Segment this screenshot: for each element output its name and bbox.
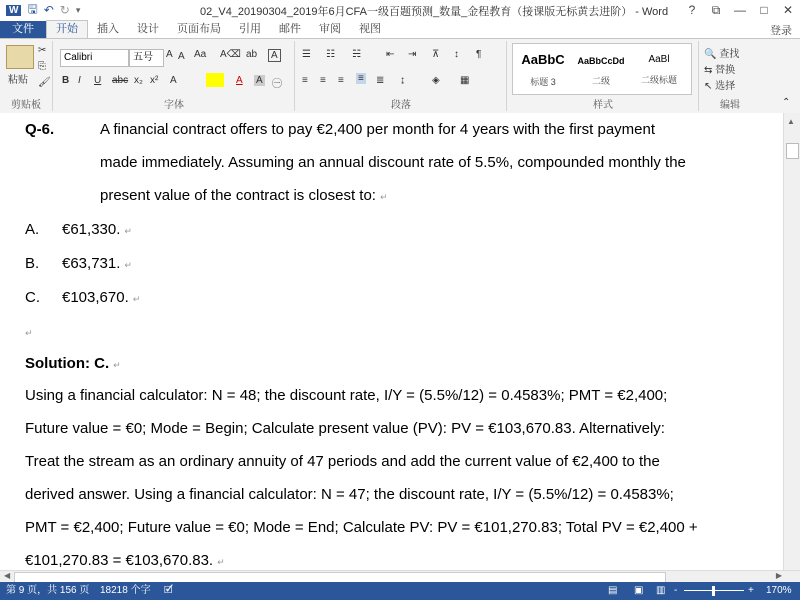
tab-review[interactable]: 审阅 [319,23,341,35]
status-bar [0,582,800,600]
bullets-icon[interactable]: ☰ [302,49,311,60]
zoom-in-button[interactable]: + [748,585,754,596]
paste-icon[interactable] [6,45,34,69]
chinese-layout-icon[interactable]: ⊼ [432,49,440,60]
paragraph-mark-icon: ↵ [25,328,33,338]
strikethrough-icon[interactable]: abc [112,75,129,86]
read-mode-icon[interactable]: ▤ [608,585,618,596]
styles-label: 样式 [593,100,613,111]
tab-layout[interactable]: 页面布局 [177,23,221,35]
solution-line: PMT = €2,400; Future value = €0; Mode = End; Calculate PV: PV = €101,270.83; Total PV = €2,400 + [25,519,698,536]
char-shading-icon[interactable]: A [256,75,263,86]
style-preview: AaBl [648,54,670,65]
select-icon: ↖ [704,81,713,92]
font-color-icon[interactable]: A [236,75,243,86]
cut-icon[interactable]: ✂ [38,45,47,56]
sort-icon[interactable]: ↕ [454,49,459,60]
align-right-icon[interactable]: ≡ [338,75,344,86]
font-size-select[interactable]: 五号 [129,49,164,67]
editing-label: 编辑 [720,100,740,111]
font-group [54,41,295,111]
document-page[interactable] [0,113,784,570]
ribbon [0,38,800,114]
option-value: €103,670. [62,289,129,306]
select-button[interactable] [704,77,735,92]
paragraph-mark-icon: ↵ [379,192,388,202]
solution-line: Using a financial calculator: N = 48; the discount rate, I/Y = (5.5%/12) = 0.4583%; PMT = €2,400; [25,387,668,404]
quick-access-toolbar [0,0,166,21]
minimize-button[interactable]: — [734,3,746,17]
solution-line: Treat the stream as an ordinary annuity of 47 periods and add the current value of €2,400 to the [25,453,660,470]
tab-file[interactable]: 文件 [0,21,46,38]
option-text [62,221,132,238]
style-preview: AaBbC [521,52,565,67]
zoom-slider-thumb[interactable] [712,586,715,596]
login-link[interactable]: 登录 [770,25,792,37]
option-letter: A. [25,221,40,238]
option-letter: B. [25,255,40,272]
zoom-out-button[interactable]: - [674,585,678,596]
format-painter-icon[interactable]: 🖌 [38,77,51,88]
tab-design[interactable]: 设计 [137,23,159,35]
proofing-icon[interactable]: 🗹 [164,585,173,596]
solution-heading [25,355,121,372]
option-text [62,289,140,306]
font-name-select[interactable]: Calibri [60,49,129,67]
char-border-icon[interactable]: A [268,49,281,62]
replace-icon: ⇆ [704,65,713,76]
line-spacing-icon[interactable]: ↨ [400,75,405,86]
scroll-up-icon[interactable]: ▲ [787,117,795,126]
find-label: 查找 [719,49,740,60]
underline-icon[interactable]: U [94,75,102,86]
superscript-icon[interactable]: x² [150,75,159,86]
style-name: 标题 3 [530,77,556,87]
paragraph-mark-icon: ↵ [217,557,225,567]
tab-view[interactable]: 视图 [359,23,381,35]
window-title: 02_V4_20190304_2019年6月CFA一级百题预测_数量_金程教育（接课版无标黄去进阶） - Word [200,6,669,18]
empty-paragraph [25,323,33,340]
paragraph-mark-icon: ↵ [113,360,121,370]
select-label: 选择 [715,81,736,92]
option-letter: C. [25,289,40,306]
paragraph-mark-icon: ↵ [132,294,141,304]
window-controls [680,0,800,20]
change-case-icon[interactable]: Aa [194,49,207,60]
increase-indent-icon[interactable]: ⇥ [408,49,417,60]
ribbon-tabs [0,20,800,38]
save-icon[interactable]: 🖫 [27,1,38,16]
ribbon-display-button[interactable]: ⧉ [711,3,721,17]
tab-mailings[interactable]: 邮件 [279,23,301,35]
vertical-scrollbar[interactable] [783,113,800,570]
help-button[interactable]: ? [688,3,696,17]
replace-label: 替换 [715,65,736,76]
word-count[interactable]: 18218 个字 [100,585,151,596]
copy-icon[interactable]: ⎘ [38,61,46,72]
clipboard-group [0,41,53,111]
distributed-icon[interactable]: ≣ [376,75,385,86]
clipboard-label: 剪贴板 [11,100,41,111]
grow-font-icon[interactable]: A [166,49,173,60]
option-value: €63,731. [62,255,121,272]
paragraph-mark-icon: ↵ [124,260,132,270]
numbering-icon[interactable]: ☷ [326,49,335,60]
customize-qat-icon[interactable]: ▾ [75,4,81,15]
multilevel-list-icon[interactable]: ☵ [352,49,361,60]
find-icon: 🔍 [704,49,717,60]
editing-group [700,41,760,111]
subscript-icon[interactable]: x₂ [134,75,143,86]
maximize-button[interactable]: □ [760,3,768,17]
decrease-indent-icon[interactable]: ⇤ [386,49,395,60]
solution-line: Future value = €0; Mode = Begin; Calculate present value (PV): PV = €103,670.83. Alternatively: [25,420,665,437]
align-center-icon[interactable]: ≡ [320,75,326,86]
question-line [100,187,388,204]
option-text [62,255,132,272]
borders-icon[interactable]: ▦ [460,75,470,86]
document-area [0,113,800,570]
paste-button[interactable]: 粘贴 [8,75,28,86]
paragraph-group [296,41,507,111]
scroll-thumb[interactable] [786,143,799,159]
question-line: A financial contract offers to pay €2,400 per month for 4 years with the first payment [100,121,656,138]
shading-icon[interactable]: ◈ [432,75,440,86]
question-line: made immediately. Assuming an annual discount rate of 5.5%, compounded monthly the [100,154,686,171]
print-layout-icon[interactable]: ▣ [634,585,644,596]
bold-icon[interactable]: B [62,75,70,86]
web-layout-icon[interactable]: ▥ [656,585,666,596]
solution-line [25,552,225,569]
italic-icon[interactable]: I [78,75,81,86]
align-left-icon[interactable]: ≡ [302,75,308,86]
close-button[interactable]: ✕ [782,3,794,17]
title-bar [0,0,800,20]
paragraph-mark-icon: ↵ [124,226,132,236]
replace-button[interactable] [704,61,735,76]
zoom-level[interactable]: 170% [766,585,792,596]
clear-format-icon[interactable]: A⌫ [220,49,241,60]
solution-heading-text: Solution: C. [25,355,110,372]
justify-icon[interactable]: ≡ [358,73,364,84]
font-label: 字体 [164,100,184,111]
tab-home[interactable]: 开始 [46,20,88,38]
undo-icon[interactable]: ↶ [43,3,54,17]
tab-insert[interactable]: 插入 [97,23,119,35]
word-logo-icon: W [6,5,21,16]
scroll-left-icon[interactable]: ◀ [4,571,11,580]
paragraph-label: 段落 [391,100,411,111]
style-name: 二级 [591,76,610,86]
shrink-font-icon[interactable]: A [178,51,185,62]
collapse-ribbon-icon[interactable]: ⌃ [782,97,791,108]
style-preview: AaBbCcDd [577,56,625,66]
find-button[interactable] [704,45,739,60]
question-text: present value of the contract is closest to: [100,187,376,204]
show-marks-icon[interactable]: ¶ [476,49,482,60]
solution-line: derived answer. Using a financial calculator: N = 47; the discount rate, I/Y = (5.5%/12) = 0.4583%; [25,486,674,503]
page-count[interactable]: 第 9 页，共 156 页 [6,585,90,596]
redo-icon[interactable]: ↻ [59,3,70,17]
phonetic-guide-icon[interactable]: ab [246,49,258,60]
scroll-right-icon[interactable]: ▶ [775,571,782,580]
enclose-char-icon[interactable]: ㊀ [272,79,282,90]
text-effects-icon[interactable]: A [170,75,177,86]
highlight-icon[interactable] [206,73,224,87]
style-name: 二级标题 [640,75,677,85]
question-label: Q-6. [25,121,55,138]
tab-references[interactable]: 引用 [239,23,261,35]
solution-text: €101,270.83 = €103,670.83. [25,552,214,569]
styles-group [508,41,699,111]
option-value: €61,330. [62,221,121,238]
